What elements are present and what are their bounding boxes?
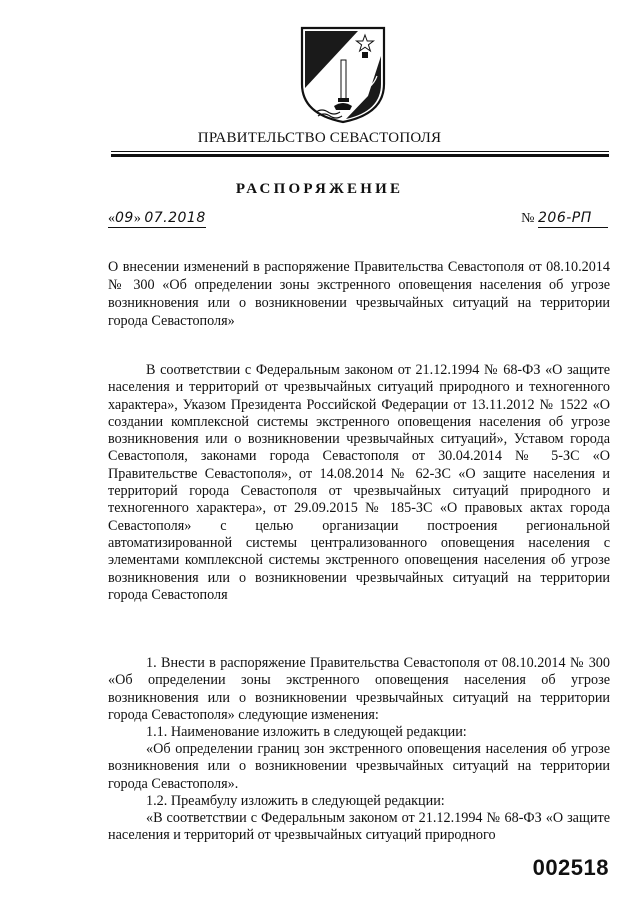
date-open-quote: « (108, 211, 115, 226)
item-1-1: 1.1. Наименование изложить в следующей редакции: (146, 724, 467, 740)
number-value: 206-РП (538, 210, 592, 226)
sevastopol-coat-of-arms-icon (298, 26, 388, 124)
document-number (521, 210, 608, 228)
item-1: 1. Внести в распоряжение Правительства Севастополя от 08.10.2014 № 300 «Об определении зоны экстренного оповещения населения об угрозе возникновения или о возникновении чрезвычайных ситуаций на территории города Севастополя» следующие изменения: (108, 655, 610, 723)
header-rule-thick (111, 154, 609, 157)
document-type: РАСПОРЯЖЕНИЕ (235, 181, 404, 197)
header-rule-thin (111, 151, 609, 152)
organization-name: ПРАВИТЕЛЬСТВО СЕВАСТОПОЛЯ (197, 130, 442, 146)
item-1-2: 1.2. Преамбулу изложить в следующей редакции: (146, 793, 445, 809)
legal-basis-paragraph: В соответствии с Федеральным законом от 21.12.1994 № 68-ФЗ «О защите населения и территорий от чрезвычайных ситуаций природного и техногенного характера», Указом Президента Российской Федерации от 13.11.2012 № 1522 «О создании комплексной системы экстренного оповещения населения об угрозе возникновения или о возникновении чрезвычайных ситуаций», Уставом города Севастополя, законами города Севастополя от 30.04.2014 № 5-ЗС «О Правительстве Севастополя», от 14.08.2014 № 62-ЗС «О защите населения и территорий города Севастополя от чрезвычайных ситуаций природного и техногенного характера», от 29.09.2015 № 185-ЗС «О правовых актах города Севастополя» с целью организации построения региональной автоматизированной системы централизованного оповещения населения с элементами комплексной системы экстренного оповещения населения об угрозе возникновения или о возникновении чрезвычайных ситуаций на территории города Севастополя (108, 362, 610, 603)
document-subject: О внесении изменений в распоряжение Правительства Севастополя от 08.10.2014 № 300 «Об определении зоны экстренного оповещения населения об угрозе возникновения или о возникновении чрезвычайных ситуаций на территории города Севастополя» (108, 259, 610, 329)
serial-number: 002518 (532, 855, 609, 880)
item-1-2-quote: «В соответствии с Федеральным законом от 21.12.1994 № 68-ФЗ «О защите населения и территорий от чрезвычайных ситуаций природного (108, 810, 610, 844)
number-sign: № (521, 211, 535, 226)
document-date (108, 210, 206, 228)
item-1-1-quote: «Об определении границ зон экстренного оповещения населения об угрозе возникновения или о возникновении чрезвычайных ситуаций на территории города Севастополя». (108, 741, 610, 792)
date-month-year: 07.2018 (144, 210, 206, 226)
date-day: 09 (115, 210, 134, 226)
date-close-quote: » (133, 211, 141, 226)
